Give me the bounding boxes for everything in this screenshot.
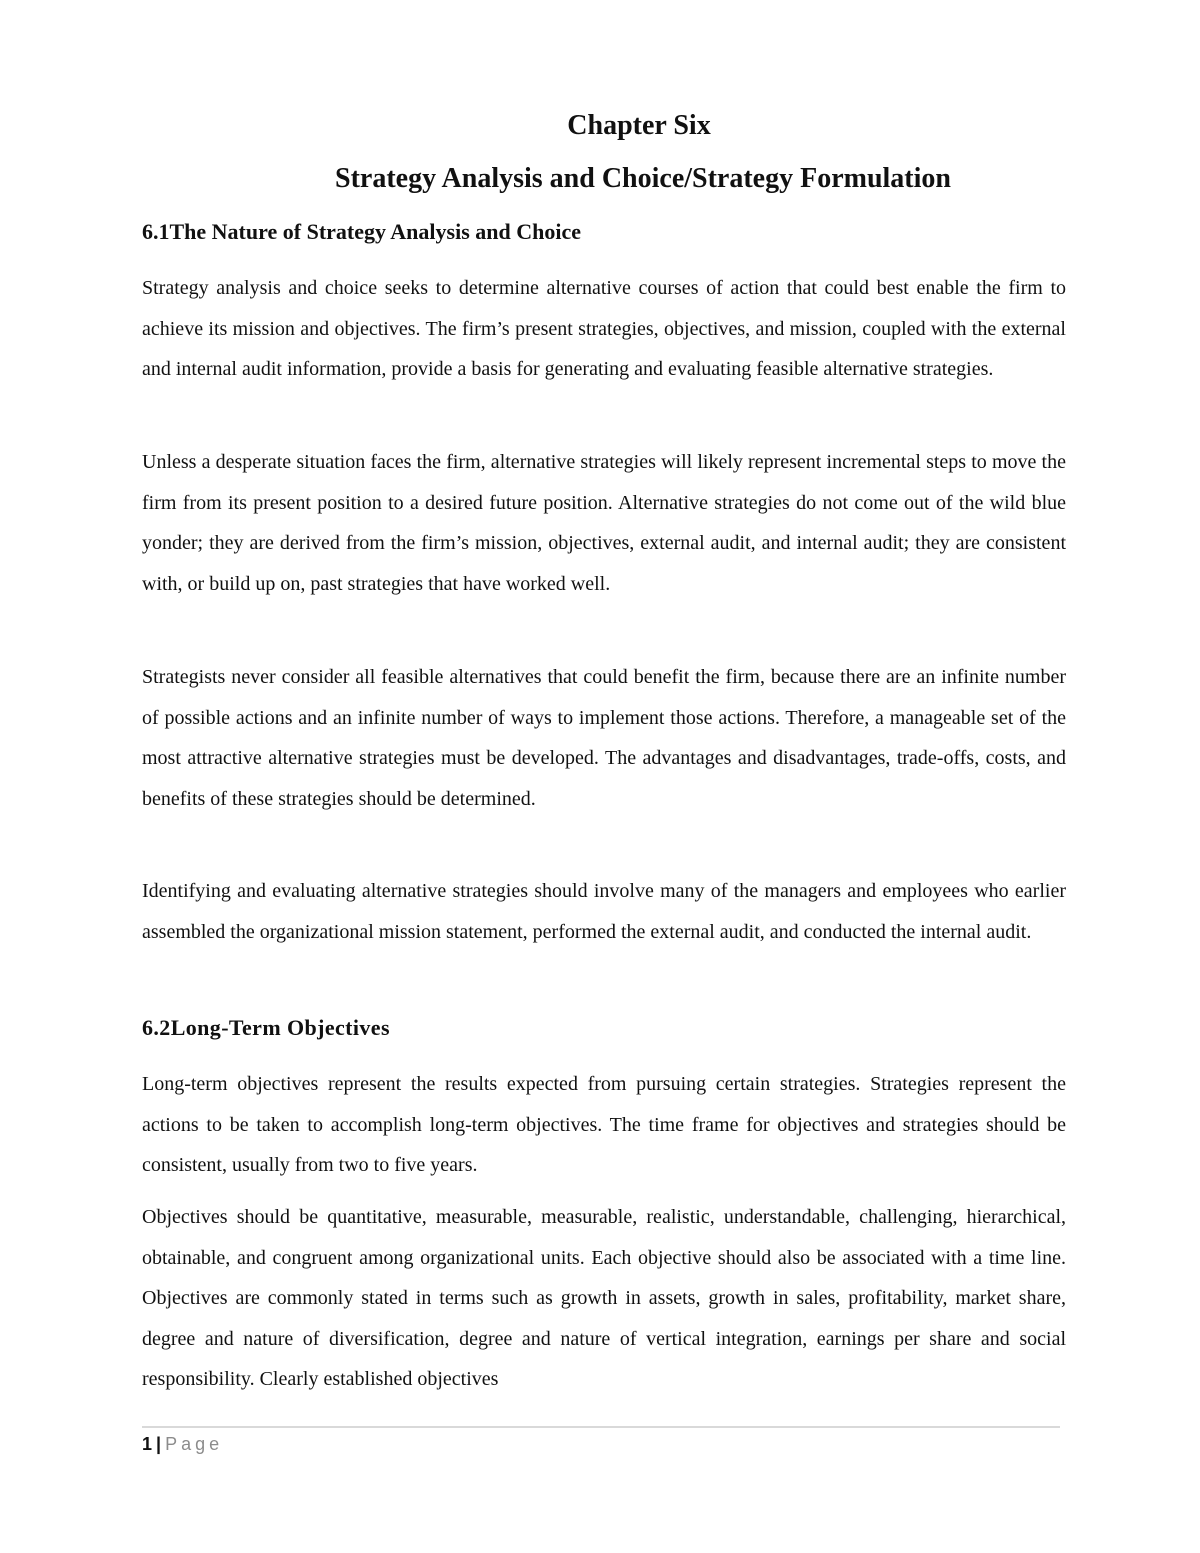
page-number: 1 xyxy=(142,1434,153,1454)
paragraph: Objectives should be quantitative, measurable, measurable, realistic, understandable, challenging, hierarchical, obtainable, and congruent among organizational units. Each objective should also be associated with a time line. Objectives are commonly stated in terms such as growth in assets, growth in sales, profitability, market share, degree and nature of diversification, degree and nature of vertical integration, earnings per share and social responsibility. Clearly established objectives xyxy=(142,1206,1066,1390)
paragraph: Strategy analysis and choice seeks to determine alternative courses of action that could best enable the firm to achieve its mission and objectives. The firm’s present strategies, objectives, and mission, coupled with the external and internal audit information, provide a basis for generating and evaluating feasible alternative strategies. xyxy=(142,277,1066,380)
page-footer xyxy=(142,1432,223,1456)
chapter-subtitle: Strategy Analysis and Choice/Strategy Formulation xyxy=(335,163,951,194)
chapter-title: Chapter Six xyxy=(567,110,711,141)
page-label: Page xyxy=(165,1434,224,1454)
footer-divider xyxy=(142,1426,1060,1428)
section-heading-6-2: 6.2Long-Term Objectives xyxy=(142,1015,390,1040)
paragraph: Identifying and evaluating alternative strategies should involve many of the managers and employees who earlier assembled the organizational mission statement, performed the external audit, and conducted the internal audit. xyxy=(142,880,1066,943)
paragraph: Long-term objectives represent the results expected from pursuing certain strategies. Strategies represent the actions to be taken to accomplish long-term objectives. The time frame for objectives and strategies should be consistent, usually from two to five years. xyxy=(142,1073,1066,1176)
section-heading-6-1: 6.1The Nature of Strategy Analysis and Choice xyxy=(142,219,581,244)
footer-separator: | xyxy=(156,1434,162,1454)
paragraph: Unless a desperate situation faces the firm, alternative strategies will likely represent incremental steps to move the firm from its present position to a desired future position. Alternative strategies do not come out of the wild blue yonder; they are derived from the firm’s mission, objectives, external audit, and internal audit; they are consistent with, or build up on, past strategies that have worked well. xyxy=(142,451,1066,595)
paragraph: Strategists never consider all feasible alternatives that could benefit the firm, because there are an infinite number of possible actions and an infinite number of ways to implement those actions. Therefore, a manageable set of the most attractive alternative strategies must be developed. The advantages and disadvantages, trade-offs, costs, and benefits of these strategies should be determined. xyxy=(142,666,1066,810)
